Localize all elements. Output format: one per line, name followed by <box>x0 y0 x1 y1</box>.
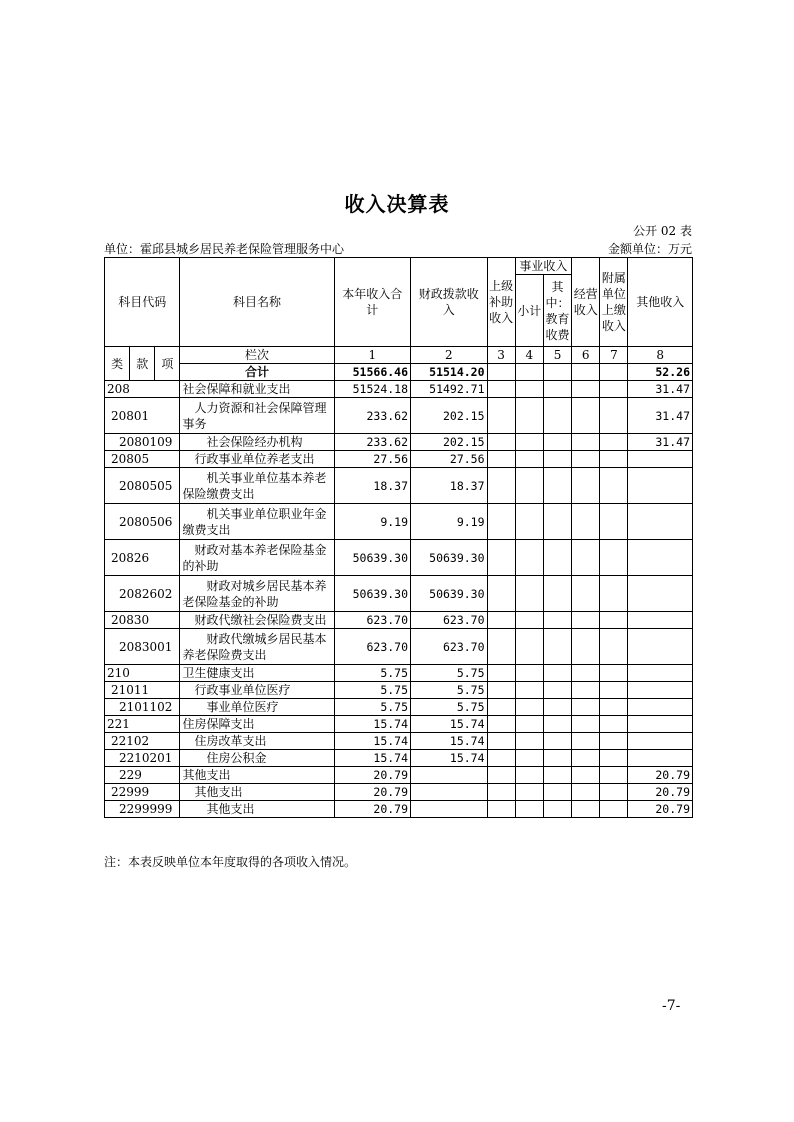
row-subtotal <box>515 576 543 612</box>
row-subtotal <box>515 699 543 716</box>
row-total: 20.79 <box>334 767 411 784</box>
table-row <box>105 733 693 750</box>
table-row <box>105 699 693 716</box>
row-upper <box>487 665 515 682</box>
row-code: 221 <box>105 716 180 733</box>
row-other: 31.47 <box>628 381 693 398</box>
row-fiscal: 5.75 <box>411 665 488 682</box>
table-row <box>105 716 693 733</box>
sum-business <box>572 364 600 381</box>
row-affiliate <box>600 504 628 540</box>
row-fiscal: 15.74 <box>411 716 488 733</box>
row-name: 其他支出 <box>180 767 334 784</box>
row-affiliate <box>600 682 628 699</box>
row-upper <box>487 716 515 733</box>
table-row <box>105 767 693 784</box>
row-code: 20830 <box>105 612 180 629</box>
row-business <box>572 801 600 818</box>
col-num-6: 6 <box>572 347 600 364</box>
row-affiliate <box>600 398 628 434</box>
row-edu <box>543 716 571 733</box>
row-business <box>572 381 600 398</box>
row-subtotal <box>515 784 543 801</box>
sum-edu <box>543 364 571 381</box>
row-affiliate <box>600 576 628 612</box>
row-other <box>628 733 693 750</box>
row-upper <box>487 733 515 750</box>
row-upper <box>487 398 515 434</box>
header-total: 本年收入合计 <box>334 258 411 347</box>
row-subtotal <box>515 398 543 434</box>
row-upper <box>487 434 515 451</box>
row-code: 210 <box>105 665 180 682</box>
table-row <box>105 504 693 540</box>
row-upper <box>487 750 515 767</box>
table-row <box>105 434 693 451</box>
row-name: 住房改革支出 <box>180 733 334 750</box>
col-num-8: 8 <box>628 347 693 364</box>
row-code: 2210201 <box>105 750 180 767</box>
col-num-4: 4 <box>515 347 543 364</box>
row-upper <box>487 784 515 801</box>
unit-label: 单位：霍邱县城乡居民养老保险管理服务中心 <box>104 242 345 256</box>
row-subtotal <box>515 612 543 629</box>
row-edu <box>543 699 571 716</box>
row-subtotal <box>515 665 543 682</box>
row-total: 623.70 <box>334 612 411 629</box>
table-row <box>105 665 693 682</box>
row-total: 18.37 <box>334 468 411 504</box>
row-subtotal <box>515 468 543 504</box>
row-edu <box>543 629 571 665</box>
row-edu <box>543 665 571 682</box>
row-upper <box>487 612 515 629</box>
table-row <box>105 576 693 612</box>
row-upper <box>487 576 515 612</box>
row-other: 31.47 <box>628 434 693 451</box>
row-affiliate <box>600 381 628 398</box>
row-code: 2101102 <box>105 699 180 716</box>
row-fiscal: 202.15 <box>411 434 488 451</box>
row-affiliate <box>600 468 628 504</box>
row-name: 其他支出 <box>180 801 334 818</box>
row-business <box>572 682 600 699</box>
row-subtotal <box>515 434 543 451</box>
row-code: 208 <box>105 381 180 398</box>
row-upper <box>487 699 515 716</box>
row-edu <box>543 750 571 767</box>
row-subtotal <box>515 682 543 699</box>
row-other <box>628 576 693 612</box>
header-fiscal: 财政拨款收入 <box>411 258 488 347</box>
row-code: 22999 <box>105 784 180 801</box>
col-num-2: 2 <box>411 347 488 364</box>
row-edu <box>543 468 571 504</box>
row-other <box>628 468 693 504</box>
row-business <box>572 665 600 682</box>
row-affiliate <box>600 750 628 767</box>
row-name: 机关事业单位基本养老保险缴费支出 <box>180 468 334 504</box>
row-fiscal: 51492.71 <box>411 381 488 398</box>
row-other <box>628 699 693 716</box>
row-business <box>572 784 600 801</box>
row-total: 233.62 <box>334 398 411 434</box>
row-fiscal: 15.74 <box>411 750 488 767</box>
row-upper <box>487 801 515 818</box>
row-upper <box>487 629 515 665</box>
row-fiscal: 18.37 <box>411 468 488 504</box>
money-unit-label: 金额单位：万元 <box>607 242 692 256</box>
row-fiscal: 50639.30 <box>411 576 488 612</box>
row-other: 20.79 <box>628 784 693 801</box>
table-row <box>105 468 693 504</box>
row-other <box>628 750 693 767</box>
row-edu <box>543 434 571 451</box>
row-name: 财政代缴城乡居民基本养老保险费支出 <box>180 629 334 665</box>
row-name: 行政事业单位养老支出 <box>180 451 334 468</box>
row-code: 229 <box>105 767 180 784</box>
row-total: 50639.30 <box>334 576 411 612</box>
row-fiscal <box>411 784 488 801</box>
row-name: 财政代缴社会保险费支出 <box>180 612 334 629</box>
row-code: 2080109 <box>105 434 180 451</box>
header-other: 其他收入 <box>628 258 693 347</box>
row-name: 其他支出 <box>180 784 334 801</box>
row-edu <box>543 767 571 784</box>
row-code: 22102 <box>105 733 180 750</box>
row-fiscal <box>411 801 488 818</box>
row-business <box>572 767 600 784</box>
row-subtotal <box>515 540 543 576</box>
row-fiscal <box>411 767 488 784</box>
row-subtotal <box>515 716 543 733</box>
row-code: 2082602 <box>105 576 180 612</box>
row-upper <box>487 451 515 468</box>
row-code: 2080506 <box>105 504 180 540</box>
header-lanci: 栏次 <box>180 347 334 364</box>
row-affiliate <box>600 733 628 750</box>
row-name: 社会保障和就业支出 <box>180 381 334 398</box>
row-affiliate <box>600 665 628 682</box>
table-row <box>105 381 693 398</box>
row-affiliate <box>600 540 628 576</box>
row-total: 623.70 <box>334 629 411 665</box>
row-name: 事业单位医疗 <box>180 699 334 716</box>
row-other: 31.47 <box>628 398 693 434</box>
row-name: 财政对城乡居民基本养老保险基金的补助 <box>180 576 334 612</box>
row-total: 5.75 <box>334 682 411 699</box>
header-affiliate: 附属单位上缴收入 <box>600 258 628 347</box>
row-total: 15.74 <box>334 750 411 767</box>
header-name: 科目名称 <box>180 258 334 347</box>
row-subtotal <box>515 629 543 665</box>
row-subtotal <box>515 767 543 784</box>
row-name: 卫生健康支出 <box>180 665 334 682</box>
row-total: 5.75 <box>334 699 411 716</box>
table-row <box>105 398 693 434</box>
row-subtotal <box>515 733 543 750</box>
header-xiang: 项 <box>155 347 180 381</box>
row-edu <box>543 398 571 434</box>
row-business <box>572 504 600 540</box>
table-row <box>105 801 693 818</box>
table-title: 收入决算表 <box>344 192 450 216</box>
row-fiscal: 202.15 <box>411 398 488 434</box>
row-upper <box>487 767 515 784</box>
row-subtotal <box>515 801 543 818</box>
col-num-1: 1 <box>334 347 411 364</box>
row-business <box>572 451 600 468</box>
table-row <box>105 629 693 665</box>
row-name: 住房保障支出 <box>180 716 334 733</box>
row-edu <box>543 504 571 540</box>
sum-other: 52.26 <box>628 364 693 381</box>
row-fiscal: 50639.30 <box>411 540 488 576</box>
row-business <box>572 699 600 716</box>
row-affiliate <box>600 767 628 784</box>
sum-upper <box>487 364 515 381</box>
row-other <box>628 665 693 682</box>
sum-affiliate <box>600 364 628 381</box>
header-upper: 上级补助收入 <box>487 258 515 347</box>
row-edu <box>543 576 571 612</box>
header-subtotal: 小计 <box>515 275 543 347</box>
row-business <box>572 612 600 629</box>
row-edu <box>543 733 571 750</box>
row-business <box>572 629 600 665</box>
header-lei: 类 <box>105 347 130 381</box>
row-other: 20.79 <box>628 801 693 818</box>
sum-subtotal <box>515 364 543 381</box>
row-code: 2299999 <box>105 801 180 818</box>
row-name: 人力资源和社会保障管理事务 <box>180 398 334 434</box>
row-upper <box>487 504 515 540</box>
page-number: -7- <box>662 998 681 1014</box>
row-fiscal: 15.74 <box>411 733 488 750</box>
table-row <box>105 682 693 699</box>
row-other <box>628 612 693 629</box>
row-fiscal: 5.75 <box>411 682 488 699</box>
row-other <box>628 451 693 468</box>
row-affiliate <box>600 629 628 665</box>
row-other <box>628 716 693 733</box>
row-name: 行政事业单位医疗 <box>180 682 334 699</box>
row-fiscal: 9.19 <box>411 504 488 540</box>
row-business <box>572 398 600 434</box>
table-row <box>105 540 693 576</box>
row-business <box>572 434 600 451</box>
row-edu <box>543 451 571 468</box>
table-row <box>105 612 693 629</box>
header-kuan: 款 <box>130 347 155 381</box>
table-note: 注：本表反映单位本年度取得的各项收入情况。 <box>104 855 357 869</box>
row-total: 9.19 <box>334 504 411 540</box>
row-other <box>628 629 693 665</box>
sum-fiscal: 51514.20 <box>411 364 488 381</box>
header-edu: 其中：教育收费 <box>543 275 571 347</box>
col-num-5: 5 <box>543 347 571 364</box>
row-upper <box>487 682 515 699</box>
row-code: 20801 <box>105 398 180 434</box>
row-total: 5.75 <box>334 665 411 682</box>
row-code: 2080505 <box>105 468 180 504</box>
row-edu <box>543 381 571 398</box>
table-row <box>105 784 693 801</box>
row-affiliate <box>600 784 628 801</box>
row-name: 财政对基本养老保险基金的补助 <box>180 540 334 576</box>
row-business <box>572 733 600 750</box>
row-edu <box>543 612 571 629</box>
row-code: 2083001 <box>105 629 180 665</box>
header-business: 经营收入 <box>572 258 600 347</box>
col-num-3: 3 <box>487 347 515 364</box>
row-total: 15.74 <box>334 716 411 733</box>
row-subtotal <box>515 451 543 468</box>
table-row <box>105 451 693 468</box>
row-subtotal <box>515 381 543 398</box>
row-other <box>628 504 693 540</box>
col-num-7: 7 <box>600 347 628 364</box>
row-code: 20826 <box>105 540 180 576</box>
row-upper <box>487 381 515 398</box>
header-career: 事业收入 <box>515 258 571 275</box>
row-subtotal <box>515 750 543 767</box>
row-business <box>572 716 600 733</box>
row-total: 15.74 <box>334 733 411 750</box>
row-other <box>628 682 693 699</box>
row-name: 机关事业单位职业年金缴费支出 <box>180 504 334 540</box>
row-name: 社会保险经办机构 <box>180 434 334 451</box>
row-other: 20.79 <box>628 767 693 784</box>
row-business <box>572 540 600 576</box>
sum-total: 51566.46 <box>334 364 411 381</box>
row-total: 51524.18 <box>334 381 411 398</box>
row-subtotal <box>515 504 543 540</box>
header-code: 科目代码 <box>105 258 180 347</box>
row-business <box>572 576 600 612</box>
row-edu <box>543 682 571 699</box>
row-affiliate <box>600 716 628 733</box>
table-row <box>105 750 693 767</box>
row-total: 27.56 <box>334 451 411 468</box>
row-total: 233.62 <box>334 434 411 451</box>
row-fiscal: 5.75 <box>411 699 488 716</box>
row-code: 20805 <box>105 451 180 468</box>
row-affiliate <box>600 434 628 451</box>
row-business <box>572 468 600 504</box>
row-edu <box>543 801 571 818</box>
row-other <box>628 540 693 576</box>
row-affiliate <box>600 612 628 629</box>
row-total: 50639.30 <box>334 540 411 576</box>
form-number: 公开 02 表 <box>633 224 692 238</box>
row-name: 住房公积金 <box>180 750 334 767</box>
row-affiliate <box>600 801 628 818</box>
income-table <box>104 257 693 818</box>
sum-label: 合计 <box>180 364 334 381</box>
row-fiscal: 27.56 <box>411 451 488 468</box>
row-edu <box>543 784 571 801</box>
row-business <box>572 750 600 767</box>
row-code: 21011 <box>105 682 180 699</box>
row-fiscal: 623.70 <box>411 629 488 665</box>
row-affiliate <box>600 699 628 716</box>
row-edu <box>543 540 571 576</box>
row-total: 20.79 <box>334 801 411 818</box>
row-upper <box>487 468 515 504</box>
row-affiliate <box>600 451 628 468</box>
row-upper <box>487 540 515 576</box>
row-fiscal: 623.70 <box>411 612 488 629</box>
row-total: 20.79 <box>334 784 411 801</box>
